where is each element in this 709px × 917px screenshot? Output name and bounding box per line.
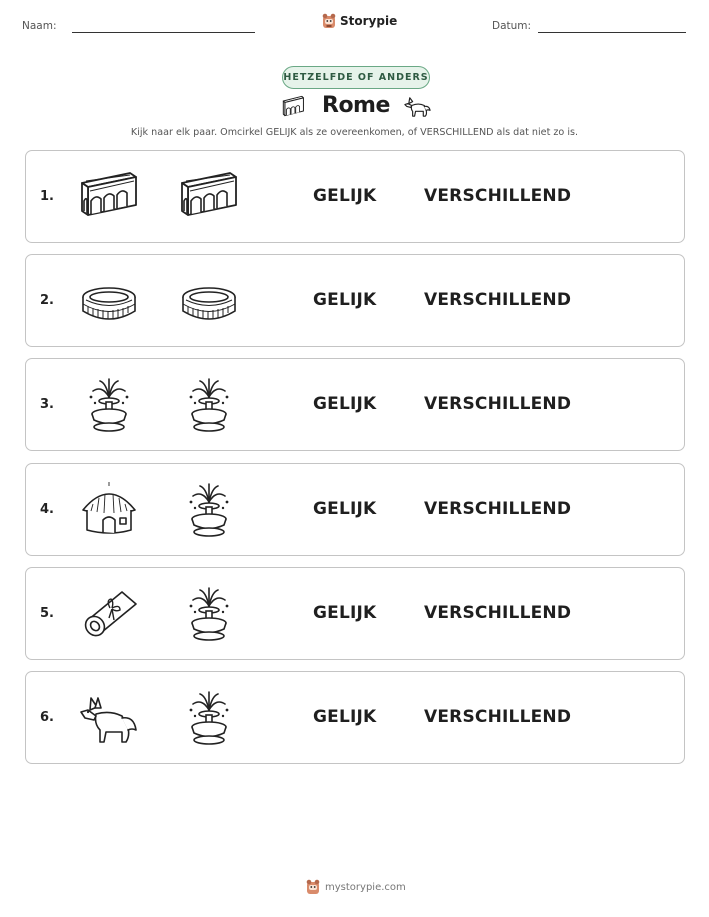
aqueduct-icon [276,94,310,118]
worksheet-type-badge: HETZELFDE OF ANDERS [282,66,430,89]
fountain-icon [178,688,240,750]
name-line[interactable] [72,32,255,33]
hut-icon [78,480,140,542]
worksheet-title: Rome [322,93,390,118]
scroll-icon [78,584,140,646]
fountain-icon [178,584,240,646]
option-same[interactable]: GELIJK [313,602,377,623]
option-same[interactable]: GELIJK [313,498,377,519]
option-different[interactable]: VERSCHILLEND [424,394,572,415]
pair-number: 5. [40,605,54,621]
name-label: Naam: [22,20,57,32]
option-different[interactable]: VERSCHILLEND [424,186,572,206]
brand [322,13,397,29]
pair-number: 2. [40,293,54,309]
footer-url[interactable]: mystorypie.com [325,881,406,893]
pair-row [25,463,685,556]
fountain-icon [78,375,140,437]
option-different[interactable]: VERSCHILLEND [424,290,572,311]
date-line[interactable] [538,32,686,33]
fountain-icon [178,480,240,542]
title-row [0,91,709,123]
pair-number: 1. [40,189,54,204]
pair-row [25,254,685,347]
option-same[interactable]: GELIJK [313,394,377,415]
pair-number: 6. [40,710,54,725]
option-different[interactable]: VERSCHILLEND [424,498,572,519]
option-different[interactable]: VERSCHILLEND [424,707,572,727]
aqueduct-icon [78,167,140,229]
date-label: Datum: [492,20,532,32]
pair-row [25,150,685,243]
option-same[interactable]: GELIJK [313,186,377,206]
pair-number: 3. [40,397,54,413]
brand-name: Storypie [340,14,398,28]
fountain-icon [178,375,240,437]
instructions: Kijk naar elk paar. Omcirkel GELIJK als ze overeenkomen, of VERSCHILLEND als dat niet zo is. [130,127,579,138]
option-different[interactable]: VERSCHILLEND [424,602,572,623]
storypie-mascot-icon [306,879,320,895]
pair-row [25,358,685,451]
wolf-icon [78,688,140,750]
pair-row [25,567,685,660]
colosseum-icon [178,271,240,333]
pair-number: 4. [40,501,54,517]
wolf-icon [400,91,434,121]
colosseum-icon [78,271,140,333]
aqueduct-icon [178,167,240,229]
footer [306,879,406,895]
pair-row [25,671,685,764]
option-same[interactable]: GELIJK [313,290,377,311]
storypie-mascot-icon [322,13,336,29]
option-same[interactable]: GELIJK [313,707,377,727]
